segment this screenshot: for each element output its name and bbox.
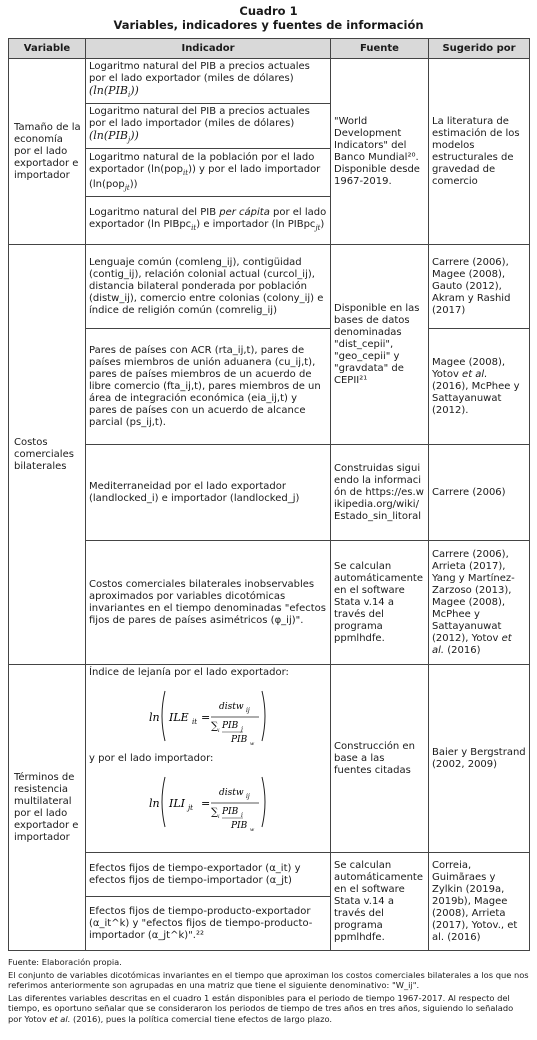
svg-text:w: w (250, 827, 255, 833)
header-row (9, 39, 530, 59)
svg-text:ILE: ILE (169, 711, 189, 724)
svg-text:PIB: PIB (231, 821, 248, 831)
svg-text:ILI: ILI (169, 797, 185, 810)
variables-table (8, 38, 530, 951)
svg-text:i: i (218, 728, 220, 734)
variable-resistencia: Términos de resistencia multilateral por el lado exportador e importador (9, 665, 86, 951)
title-line2: Variables, indicadores y fuentes de información (113, 18, 424, 32)
table-row (9, 59, 530, 104)
fuente-cepii: Disponible en las bases de datos denominadas "dist_cepii", "geo_cepii" y "gravdata" de CEPII²¹ (331, 245, 429, 445)
indicador-pib-pc: Logaritmo natural del PIB per cápita por el lado exportador (ln PIBpc$_{it}$) e importador (ln PIBpc$_{jt}$) (86, 197, 331, 245)
fuente-construccion: Construcción en base a las fuentes citadas (331, 665, 429, 853)
indicador-efectos-producto: Efectos fijos de tiempo-producto-exportador (α_it^k) y "efectos fijos de tiempo-producto-importador (α_jt^k)".²² (86, 897, 331, 951)
indicador-efectos-pares: Costos comerciales bilaterales inobservables aproximados por variables dicotómicas invariantes en el tiempo denominadas "efectos fijos de pares de países asimétricos (φ_ij)". (86, 541, 331, 665)
svg-text:w: w (250, 741, 255, 747)
svg-text:PIB: PIB (231, 735, 248, 745)
sugerido-carrere-magee: Carrere (2006), Magee (2008), Gauto (2012), Akram y Rashid (2017) (429, 245, 530, 329)
note-periodo: Las diferentes variables descritas en el cuadro 1 están disponibles para el periodo de tiempo 1967-2017. Al respecto del tiempo, es oportuno señalar que se consideraron los periodos de tiempo de tres años en tres años, siguiendo lo señalado por Yotov et al. (2016), pues la política comercial tiene efectos de largo plazo. (8, 992, 514, 1024)
header-sugerido: Sugerido por (429, 39, 530, 59)
svg-text:j: j (241, 726, 243, 733)
title-line1: Cuadro 1 (239, 4, 298, 18)
formula-ili (147, 771, 267, 833)
table-row (9, 665, 530, 853)
sugerido-carrere: Carrere (2006) (429, 445, 530, 541)
svg-text:distw: distw (219, 702, 244, 712)
sugerido-literatura: La literatura de estimación de los modelos estructurales de gravedad de comercio (429, 59, 530, 245)
note-fuente: Fuente: Elaboración propia. (8, 957, 122, 967)
indicador-landlocked: Mediterraneidad por el lado exportador (landlocked_i) e importador (landlocked_j) (86, 445, 331, 541)
note-conjunto: El conjunto de variables dicotómicas invariantes en el tiempo que aproximan los costos comerciales bilaterales a los que nos referimos anteriormente son agrupadas en una matriz que tiene el siguiente denominativo: "W_ij". (8, 969, 529, 990)
svg-text:PIB: PIB (222, 807, 239, 817)
indicador-gravedad: Lenguaje común (comleng_ij), contigüidad (contig_ij), relación colonial actual (curcol_ij), distancia bilateral ponderada por población (distw_ij), comercio entre colonias (colony_ij) e índice de religión común (comrelig_ij) (86, 245, 331, 329)
table-row (9, 245, 530, 329)
sugerido-magee-yotov: Magee (2008), Yotov et al. (2016), McPhee y Sattayanuwat (2012). (429, 329, 530, 445)
header-indicador: Indicador (86, 39, 331, 59)
header-fuente: Fuente (331, 39, 429, 59)
table-row (9, 329, 530, 445)
svg-text:i: i (218, 814, 220, 820)
svg-text:distw: distw (219, 788, 244, 798)
indicador-acuerdos: Pares de países con ACR (rta_ij,t), pares de países miembros de unión aduanera (cu_ij,t), pares de países miembros de un acuerdo de libre comercio (fta_ij,t), pares miembros de un área de integración económica (eia_ij,t) y pares de países con un acuerdo de alcance parcial (ps_ij,t). (86, 329, 331, 445)
table-row (9, 445, 530, 541)
sugerido-correia: Correia, Guimãraes y Zylkin (2019a, 2019b), Magee (2008), Arrieta (2017), Yotov., et al. (2016) (429, 853, 530, 951)
indicador-efectos-tiempo: Efectos fijos de tiempo-exportador (α_it) y efectos fijos de tiempo-importador (α_jt) (86, 853, 331, 897)
fuente-stata-2: Se calculan automáticamente en el software Stata v.14 a través del programa ppmlhdfe. (331, 853, 429, 951)
table-notes (8, 957, 529, 1024)
table-row (9, 853, 530, 897)
variable-costos: Costos comerciales bilaterales (9, 245, 86, 665)
fuente-wikipedia: Construidas siguiendo la información de https://es.wikipedia.org/wiki/Estado_sin_litoral (331, 445, 429, 541)
indicador-poblacion: Logaritmo natural de la población por el lado exportador (ln(pop$_{it}$)) y por el lado importador (ln(pop$_{jt}$)) (86, 149, 331, 197)
indicador-lejania: Índice de lejanía por el lado exportador: ln ILE it = distw ij ∑ i PIB j PIB w y por el lado importador: ln ILI jt = distw ij ∑ i PIB i PIB w (86, 665, 331, 853)
svg-text:i: i (241, 812, 243, 819)
indicador-pib-exp: Logaritmo natural del PIB a precios actuales por el lado exportador (miles de dólares) $(\ln(PIB_i))$ (86, 59, 331, 104)
fuente-stata-1: Se calculan automáticamente en el software Stata v.14 a través del programa ppmlhdfe. (331, 541, 429, 665)
svg-text:ln: ln (149, 711, 160, 724)
svg-text:ln: ln (149, 797, 160, 810)
variable-tamano: Tamaño de la economía por el lado exportador e importador (9, 59, 86, 245)
svg-text:=: = (201, 797, 211, 810)
svg-text:∑: ∑ (211, 721, 219, 732)
svg-text:jt: jt (188, 804, 193, 812)
svg-text:ij: ij (246, 793, 250, 800)
svg-text:PIB: PIB (222, 721, 239, 731)
svg-text:=: = (201, 711, 211, 724)
table-title (0, 0, 537, 32)
sugerido-baier: Baier y Bergstrand (2002, 2009) (429, 665, 530, 853)
header-variable: Variable (9, 39, 86, 59)
svg-text:∑: ∑ (211, 807, 219, 818)
svg-text:ij: ij (246, 707, 250, 714)
formula-ile (147, 685, 267, 747)
fuente-wdi: "World Development Indicators" del Banco Mundial²⁰. Disponible desde 1967-2019. (331, 59, 429, 245)
svg-text:it: it (192, 718, 198, 726)
sugerido-multiples: Carrere (2006), Arrieta (2017), Yang y Martínez-Zarzoso (2013), Magee (2008), McPhee y Sattayanuwat (2012), Yotov et al. (2016) (429, 541, 530, 665)
indicador-pib-imp: Logaritmo natural del PIB a precios actuales por el lado importador (miles de dólares) $(\ln(PIB_j))$ (86, 104, 331, 149)
table-row (9, 541, 530, 665)
